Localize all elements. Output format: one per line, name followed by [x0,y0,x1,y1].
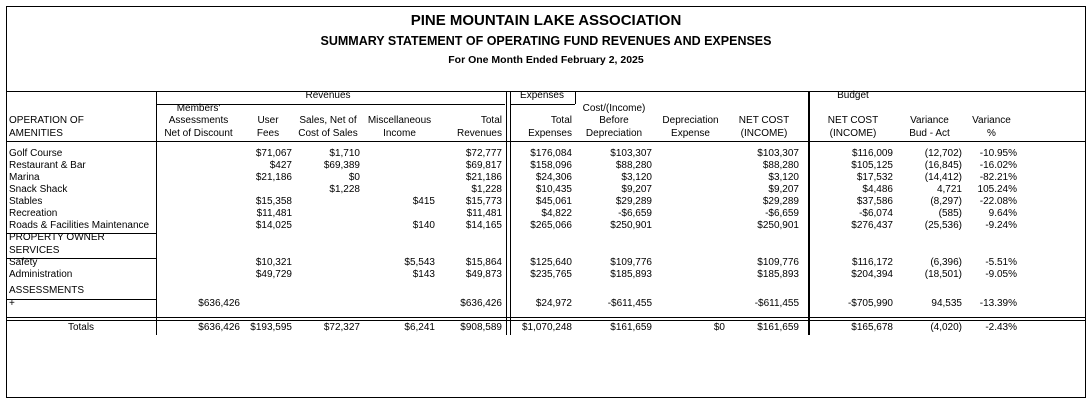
cell-members [155,257,242,269]
header-cell [727,103,801,116]
cell-variance: 94,535 [931,297,962,309]
cell-variance: (16,845) [924,160,962,171]
cell-misc [362,148,437,160]
rule-line [7,91,1086,92]
rule-line [7,317,1086,318]
cell-sales [294,269,362,281]
cell-total-exp: $24,306 [535,172,572,183]
column-header-cost-before: Before [599,115,629,126]
report-title: PINE MOUNTAIN LAKE ASSOCIATION [410,12,682,29]
cell-misc [362,184,437,196]
cell-cost-before: $9,207 [621,184,652,195]
cell-total-exp: $265,066 [530,220,572,231]
spacer-cell [1019,285,1087,298]
spacer-cell [964,245,1019,258]
cell-total-rev: $21,186 [465,172,502,183]
cell-depr [654,220,727,232]
spacer-cell [811,232,895,245]
spacer-cell [964,232,1019,245]
column-header-depr: Expense [671,127,710,139]
section-heading: ASSESSMENTS [9,285,85,296]
cell-variance: (8,297) [930,196,962,207]
cell-total-exp: $125,640 [530,257,572,268]
table-row [7,172,1087,184]
cell-depr [654,184,727,196]
spacer-cell [964,285,1019,298]
cell-total-rev: $1,228 [471,184,502,195]
row-label: Safety [9,257,38,268]
cell-cost-before: $250,901 [610,220,652,231]
cell-user: $14,025 [255,220,292,231]
statement-body [7,90,1087,334]
spacer-cell [510,285,574,298]
rule-line [156,104,505,105]
cell-user: $11,481 [256,208,292,219]
row-label: Golf Course [9,148,63,159]
rule-line [7,141,1086,142]
column-header-net-cost: NET COST [738,115,790,126]
cell-user: $71,067 [255,148,292,159]
cell-user [242,184,294,196]
spacer-cell [654,245,727,258]
header-cell [1019,103,1087,116]
column-header-operation: AMENITIES [9,127,63,139]
spacer-cell [510,245,574,258]
rule-line [156,91,157,335]
cell-user: $193,595 [250,321,292,333]
spacer-cell [1019,298,1087,310]
cell-members: $636,426 [198,321,240,333]
spacer-cell [1019,160,1087,172]
spacer-cell [1019,269,1087,281]
column-header-misc: Income [383,127,416,139]
rule-line [506,91,507,335]
cell-misc: $415 [412,196,435,207]
spacer-cell [574,232,654,245]
header-cell [964,103,1019,116]
cell-misc [362,160,437,172]
cell-total-exp: $158,096 [530,160,572,171]
cell-variance: (4,020) [930,321,962,333]
spacer-cell [437,285,504,298]
cell-net-cost: $29,289 [762,196,799,207]
cell-cost-before: $185,893 [610,269,652,280]
cell-cost-before: $103,307 [610,148,652,159]
cell-depr [654,269,727,281]
cell-sales [294,257,362,269]
cell-misc: $5,543 [404,257,435,268]
cell-pct: 9.64% [988,208,1017,219]
spacer-cell [811,245,895,258]
cell-members [155,184,242,196]
column-header-net-cost: (INCOME) [740,127,788,139]
cell-variance: (14,412) [924,172,962,183]
cell-pct: -10.95% [979,148,1017,159]
table-row [7,208,1087,220]
cell-depr [654,160,727,172]
cell-sales [294,196,362,208]
cell-misc: $6,241 [404,321,435,333]
rule-line [510,91,511,335]
table-row [7,184,1087,196]
expenses-group-label: Expenses [520,90,564,101]
cell-user [242,298,294,310]
budget-group-label: Budget [837,90,869,101]
rule-line [7,299,156,300]
spacer-cell [1019,245,1087,258]
report-period: For One Month Ended February 2, 2025 [448,54,644,66]
totals-row [7,322,1087,334]
column-header-depr: Depreciation [662,115,719,126]
cell-depr [654,257,727,269]
column-header-total-rev: Total [480,115,502,126]
cell-variance: (25,536) [924,220,962,231]
spacer-cell [1019,148,1087,160]
cell-total-exp: $176,084 [530,148,572,159]
cell-pct: -5.51% [985,257,1017,268]
cell-net-cost: $88,280 [762,160,799,171]
cell-budget: $204,394 [851,269,893,280]
cell-net-cost: $9,207 [768,184,799,195]
cell-budget: $165,678 [851,321,893,333]
spacer-cell [727,285,801,298]
spacer-cell [1019,257,1087,269]
spacer-cell [654,285,727,298]
spacer-cell [294,285,362,298]
row-label: Totals [67,321,95,333]
cell-depr [654,196,727,208]
section-heading: PROPERTY OWNER [9,232,105,243]
cell-sales [294,220,362,232]
cell-budget: $37,586 [856,196,893,207]
cell-misc [362,298,437,310]
table-row [7,148,1087,160]
spacer-cell [242,232,294,245]
cell-members [155,208,242,220]
row-label: + [9,297,15,309]
column-header-variance: Bud - Act [909,127,950,139]
header-cell [895,103,964,116]
cell-sales: $1,228 [329,184,360,195]
spacer-cell [242,285,294,298]
cell-net-cost: $250,901 [757,220,799,231]
spacer-cell [294,245,362,258]
cell-total-rev: $636,426 [460,297,502,309]
cell-members [155,172,242,184]
column-header-total-exp: Expenses [528,127,572,139]
cell-cost-before: $161,659 [610,321,652,333]
column-header-row [7,128,1087,141]
header-cell [654,103,727,116]
table-row [7,160,1087,172]
header-cell [1019,115,1087,128]
cell-user: $10,321 [255,257,292,268]
cell-depr [654,298,727,310]
spacer-cell [654,232,727,245]
cell-pct: -9.05% [985,269,1017,280]
cell-net-cost: $185,893 [757,269,799,280]
cell-net-cost: $3,120 [768,172,799,183]
cell-pct: -13.39% [979,297,1017,309]
spacer-cell [155,245,242,258]
spacer-cell [1019,208,1087,220]
cell-variance: (6,396) [930,257,962,268]
cell-net-cost: $103,307 [757,148,799,159]
cell-members [155,220,242,232]
column-header-user: User [257,115,279,126]
spacer-cell [1019,196,1087,208]
column-header-sales: Cost of Sales [298,127,358,139]
cell-pct: -16.02% [979,160,1017,171]
spacer-cell [1019,184,1087,196]
section-heading-row [7,285,1087,298]
cell-cost-before: $3,120 [621,172,652,183]
statement-sheet [6,6,1086,398]
cell-budget: -$705,990 [847,297,893,309]
column-header-user: Fees [256,127,280,139]
cell-budget: $105,125 [851,160,893,171]
column-header-members: Assessments [168,115,229,126]
cell-variance: (18,501) [924,269,962,280]
rule-line [7,258,156,259]
cell-budget: $116,009 [852,148,893,159]
header-cell [811,103,895,116]
spacer-cell [1019,232,1087,245]
cell-total-rev: $11,481 [466,208,502,219]
cell-sales [294,208,362,220]
cell-total-rev: $15,773 [465,196,502,207]
cell-total-exp: $235,765 [530,269,572,280]
rule-line [575,91,576,104]
column-header-members: Members' [176,102,221,114]
cell-depr [654,208,727,220]
column-header-variance: Variance [910,115,949,126]
spacer-cell [362,245,437,258]
column-header-variance-pct: % [987,127,996,139]
row-label: Marina [9,172,40,183]
cell-total-rev: $72,777 [465,148,502,159]
column-header-operation: OPERATION OF [9,115,84,126]
cell-sales: $0 [348,172,360,183]
rule-line [7,320,1086,321]
cell-net-cost: -$6,659 [765,208,799,219]
column-header-members: Net of Discount [164,127,233,139]
statement-table [7,90,1087,334]
spacer-cell [155,232,242,245]
cell-misc: $143 [412,269,435,280]
spacer-cell [437,245,504,258]
column-header-budget-net: (INCOME) [829,127,877,139]
cell-misc: $140 [412,220,435,231]
cell-depr: $0 [713,321,725,333]
header-cell [7,103,155,116]
spacer-cell [242,245,294,258]
spacer-cell [727,245,801,258]
column-header-misc: Miscellaneous [367,115,432,126]
cell-total-rev: $15,864 [465,257,502,268]
spacer-cell [362,285,437,298]
cell-variance: 4,721 [936,184,962,195]
table-row [7,220,1087,232]
spacer-cell [437,232,504,245]
spacer-cell [895,232,964,245]
cell-cost-before: -$611,455 [607,297,652,309]
cell-members [155,148,242,160]
spacer-cell [294,232,362,245]
cell-total-exp: $1,070,248 [521,321,572,333]
cell-sales: $69,389 [323,160,360,171]
spacer-cell [1019,220,1087,232]
spacer-cell [895,245,964,258]
cell-pct: -82.21% [979,172,1017,183]
cell-user: $49,729 [255,269,292,280]
spacer-cell [1019,172,1087,184]
report-subtitle: SUMMARY STATEMENT OF OPERATING FUND REVENUES AND EXPENSES [320,34,772,48]
cell-depr [654,172,727,184]
cell-budget: $4,486 [862,184,893,195]
cell-cost-before: $29,289 [615,196,652,207]
cell-members: $636,426 [198,297,240,309]
column-header-total-exp: Total [550,115,572,126]
cell-cost-before: -$6,659 [618,208,652,219]
row-label: Administration [9,269,73,280]
cell-members [155,196,242,208]
column-header-cost-before: Depreciation [585,127,643,139]
cell-budget: $276,437 [851,220,893,231]
cell-cost-before: $109,776 [610,257,652,268]
spacer-cell [1019,322,1087,334]
cell-total-exp: $4,822 [541,208,572,219]
spacer-cell [574,245,654,258]
rule-line [7,233,156,234]
cell-budget: -$6,074 [859,208,893,219]
cell-net-cost: $109,776 [757,257,799,268]
rule-line [809,91,810,335]
section-heading-row [7,245,1087,258]
cell-misc [362,208,437,220]
cell-members [155,269,242,281]
cell-pct: -9.24% [985,220,1017,231]
column-header-sales: Sales, Net of [299,115,357,126]
cell-pct: -22.08% [979,196,1017,207]
spacer-cell [895,285,964,298]
spacer-cell [510,232,574,245]
cell-variance: (12,702) [924,148,962,159]
spacer-cell [811,285,895,298]
cell-total-rev: $69,817 [465,160,502,171]
table-row [7,257,1087,269]
cell-misc [362,172,437,184]
section-heading: SERVICES [9,244,60,256]
cell-sales: $72,327 [323,321,360,333]
row-label: Restaurant & Bar [9,160,86,171]
cell-user: $21,186 [255,172,292,183]
column-header-total-rev: Revenues [456,127,502,139]
rule-line [511,104,575,105]
cell-variance: (585) [938,208,962,219]
table-row [7,298,1087,310]
row-label: Roads & Facilities Maintenance [9,220,150,231]
cell-pct: -2.43% [985,321,1017,333]
row-label: Snack Shack [9,184,68,195]
cell-sales [294,298,362,310]
cell-total-rev: $14,165 [465,220,502,231]
cell-user: $15,358 [255,196,292,207]
spacer-cell [727,232,801,245]
spacer-cell [362,232,437,245]
cell-depr [654,148,727,160]
column-header-budget-net: NET COST [827,115,879,126]
cell-total-exp: $24,972 [535,297,572,309]
column-header-row [7,115,1087,128]
revenues-group-label: Revenues [305,90,351,101]
section-heading-row [7,232,1087,245]
cell-net-cost: -$611,455 [754,297,799,309]
cell-sales: $1,710 [329,148,360,159]
header-cell [1019,128,1087,141]
cell-budget: $116,172 [852,257,893,268]
cell-total-rev: $49,873 [465,269,502,280]
row-label: Recreation [9,208,58,219]
table-row [7,269,1087,281]
cell-total-rev: $908,589 [460,321,502,333]
cell-cost-before: $88,280 [615,160,652,171]
row-label: Stables [9,196,43,207]
cell-total-exp: $45,061 [535,196,572,207]
cell-pct: 105.24% [977,184,1017,195]
spacer-cell [574,285,654,298]
column-header-variance-pct: Variance [972,115,1011,126]
column-header-cost-before: Cost/(Income) [582,102,646,114]
spacer-cell [155,285,242,298]
table-row [7,196,1087,208]
cell-net-cost: $161,659 [757,321,799,333]
cell-total-exp: $10,435 [535,184,572,195]
cell-user: $427 [269,160,292,171]
cell-members [155,160,242,172]
cell-budget: $17,532 [856,172,893,183]
